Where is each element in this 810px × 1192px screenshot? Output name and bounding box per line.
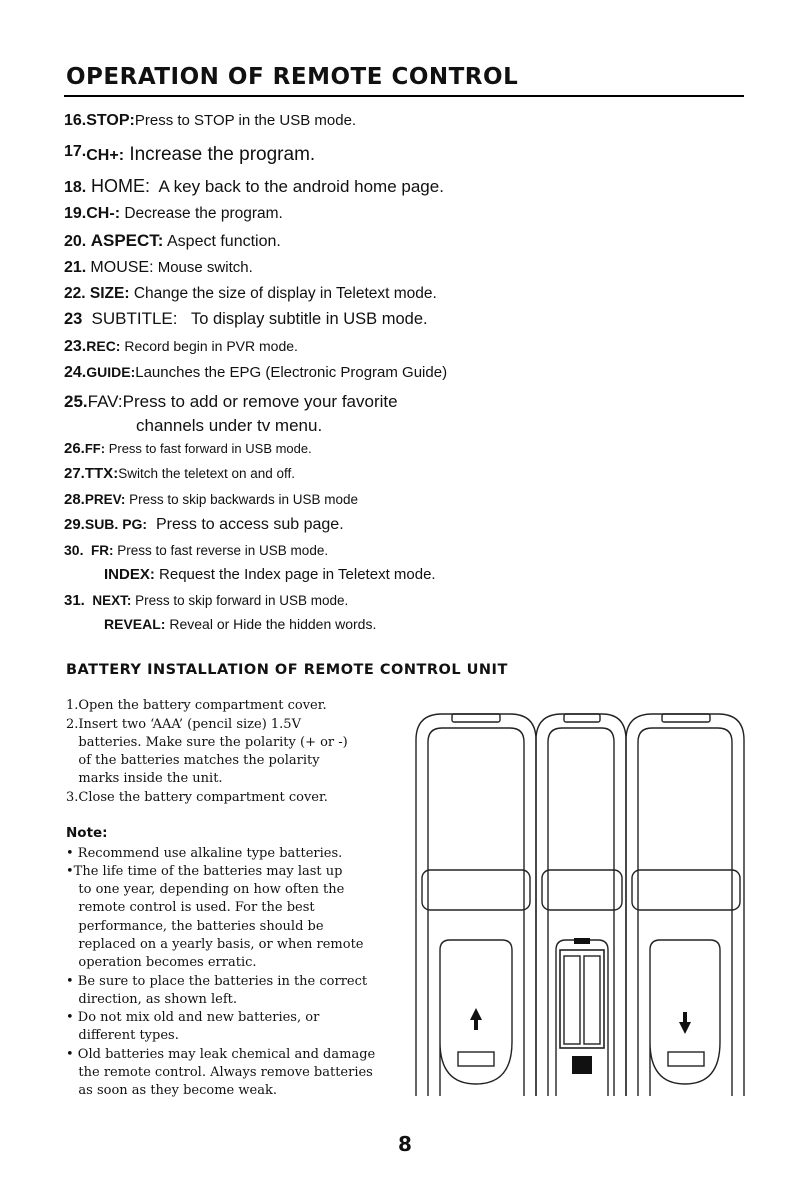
entry-number: 30.: [64, 542, 84, 558]
entry-text: Press to skip forward in USB mode.: [135, 593, 349, 608]
entry-home: [64, 176, 444, 197]
entry-text: To display subtitle in USB mode.: [190, 310, 428, 328]
entry-ff: [64, 440, 312, 457]
entry-number: 29.: [64, 516, 85, 533]
entry-key: STOP:: [86, 112, 135, 129]
entry-size: [64, 285, 437, 303]
entry-aspect: [64, 231, 281, 251]
entry-text: Decrease the program.: [124, 205, 283, 222]
entry-number: 20.: [64, 233, 87, 250]
entry-number: 17.: [64, 143, 87, 160]
entry-key: SUB. PG:: [84, 516, 148, 532]
entry-stop: [64, 112, 356, 130]
entry-number: 19.: [64, 205, 87, 222]
entry-ttx: [64, 465, 295, 482]
entry-index: [104, 566, 436, 583]
remote-cover-open: [536, 714, 626, 1096]
entry-text: Mouse switch.: [157, 259, 253, 276]
entry-text: A key back to the android home page.: [158, 177, 444, 196]
page-title: OPERATION OF REMOTE CONTROL: [66, 64, 519, 90]
entry-text: Press to add or remove your favorite: [122, 392, 398, 411]
entry-text: Press to skip backwards in USB mode: [129, 492, 358, 507]
entry-text: Switch the teletext on and off.: [118, 466, 296, 481]
entry-number: 27.: [64, 465, 85, 482]
note-line: replaced on a yearly basis, or when remote: [66, 937, 364, 952]
note-line: as soon as they become weak.: [66, 1083, 277, 1098]
entry-text: Increase the program.: [129, 144, 316, 165]
entry-number: 28.: [64, 491, 85, 508]
entry-rec: [64, 338, 298, 356]
entry-key: SUBTITLE:: [91, 309, 178, 328]
note-line: • Recommend use alkaline type batteries.: [66, 846, 343, 861]
entry-key: PREV:: [84, 492, 126, 507]
entry-key: HOME:: [90, 176, 150, 196]
battery-clip: [572, 1056, 592, 1074]
battery-step: 1.Open the battery compartment cover.: [66, 698, 327, 713]
entry-sub-pg: [64, 516, 344, 534]
entry-fav: [64, 392, 398, 412]
entry-reveal: [104, 616, 376, 632]
entry-number: 23: [64, 310, 83, 328]
entry-number: 25.: [64, 392, 88, 411]
entry-key: CH-:: [86, 205, 121, 222]
arrow-up-icon: [470, 1008, 482, 1030]
entry-number: 26.: [64, 440, 85, 457]
battery-section-title: BATTERY INSTALLATION OF REMOTE CONTROL UNIT: [66, 662, 508, 678]
entry-text: Press to STOP in the USB mode.: [134, 112, 357, 129]
entry-number: 22.: [64, 285, 86, 302]
entry-text: Press to fast forward in USB mode.: [108, 441, 312, 456]
note-line: direction, as shown left.: [66, 992, 237, 1007]
note-line: the remote control. Always remove batteries: [66, 1065, 373, 1080]
arrow-down-icon: [679, 1012, 691, 1034]
entry-key: REVEAL:: [104, 616, 166, 632]
entry-ch-plus: [64, 143, 315, 166]
entry-key: CH+:: [86, 147, 125, 164]
entry-text: Request the Index page in Teletext mode.: [159, 566, 436, 583]
entry-key: FAV:: [87, 392, 123, 411]
entry-key: TTX:: [84, 465, 119, 482]
entry-text: Launches the EPG (Electronic Program Guide): [135, 364, 448, 381]
battery-step: batteries. Make sure the polarity (+ or -): [66, 735, 348, 750]
entry-mouse: [64, 259, 253, 277]
note-line: • Do not mix old and new batteries, or: [66, 1010, 320, 1025]
entry-text: Record begin in PVR mode.: [124, 338, 298, 354]
entry-subtitle: [64, 309, 428, 329]
battery-step: of the batteries matches the polarity: [66, 753, 320, 768]
battery-step: marks inside the unit.: [66, 771, 223, 786]
entry-key: MOUSE:: [90, 259, 154, 276]
fav-continuation: channels under tv menu.: [136, 416, 323, 435]
title-divider: [64, 95, 744, 97]
page-number: 8: [398, 1132, 412, 1156]
note-line: operation becomes erratic.: [66, 955, 257, 970]
entry-number: 24.: [64, 364, 87, 381]
note-line: to one year, depending on how often the: [66, 882, 345, 897]
entry-key: FF:: [84, 441, 106, 456]
entry-key: GUIDE:: [86, 364, 136, 380]
entry-text: Press to fast reverse in USB mode.: [117, 543, 329, 558]
remote-cover-closed: [416, 714, 536, 1096]
entry-ch-minus: [64, 205, 283, 223]
note-line: different types.: [66, 1028, 179, 1043]
battery-terminal: [574, 938, 590, 944]
battery-step: 2.Insert two ‘AAA’ (pencil size) 1.5V: [66, 717, 301, 732]
battery-step: 3.Close the battery compartment cover.: [66, 790, 328, 805]
entry-key: REC:: [86, 338, 121, 354]
entry-key: SIZE:: [89, 285, 130, 302]
entry-key: NEXT:: [92, 593, 132, 608]
entry-next: [64, 592, 348, 609]
entry-number: 18.: [64, 179, 87, 196]
remote-battery-illustration: [414, 712, 746, 1102]
entry-fr: [64, 542, 328, 558]
entry-key: ASPECT:: [90, 231, 164, 250]
remote-cover-closing: [626, 714, 744, 1096]
entry-text: Reveal or Hide the hidden words.: [169, 616, 377, 632]
entry-number: 16.: [64, 112, 87, 129]
note-line: • Be sure to place the batteries in the correct: [66, 974, 368, 989]
note-line: remote control is used. For the best: [66, 900, 315, 915]
note-line: •The life time of the batteries may last up: [66, 864, 343, 879]
entry-key: FR:: [90, 543, 114, 558]
entry-prev: [64, 491, 358, 508]
note-line: performance, the batteries should be: [66, 919, 324, 934]
entry-number: 21.: [64, 259, 87, 276]
entry-guide: [64, 364, 447, 382]
entry-number: 31.: [64, 592, 85, 609]
entry-key: INDEX:: [104, 566, 155, 583]
entry-text: Change the size of display in Teletext mode.: [133, 285, 437, 302]
entry-text: Press to access sub page.: [155, 516, 344, 533]
note-line: • Old batteries may leak chemical and damage: [66, 1047, 376, 1062]
entry-text: Aspect function.: [167, 233, 281, 250]
entry-number: 23.: [64, 338, 87, 355]
note-title: Note:: [66, 825, 108, 841]
